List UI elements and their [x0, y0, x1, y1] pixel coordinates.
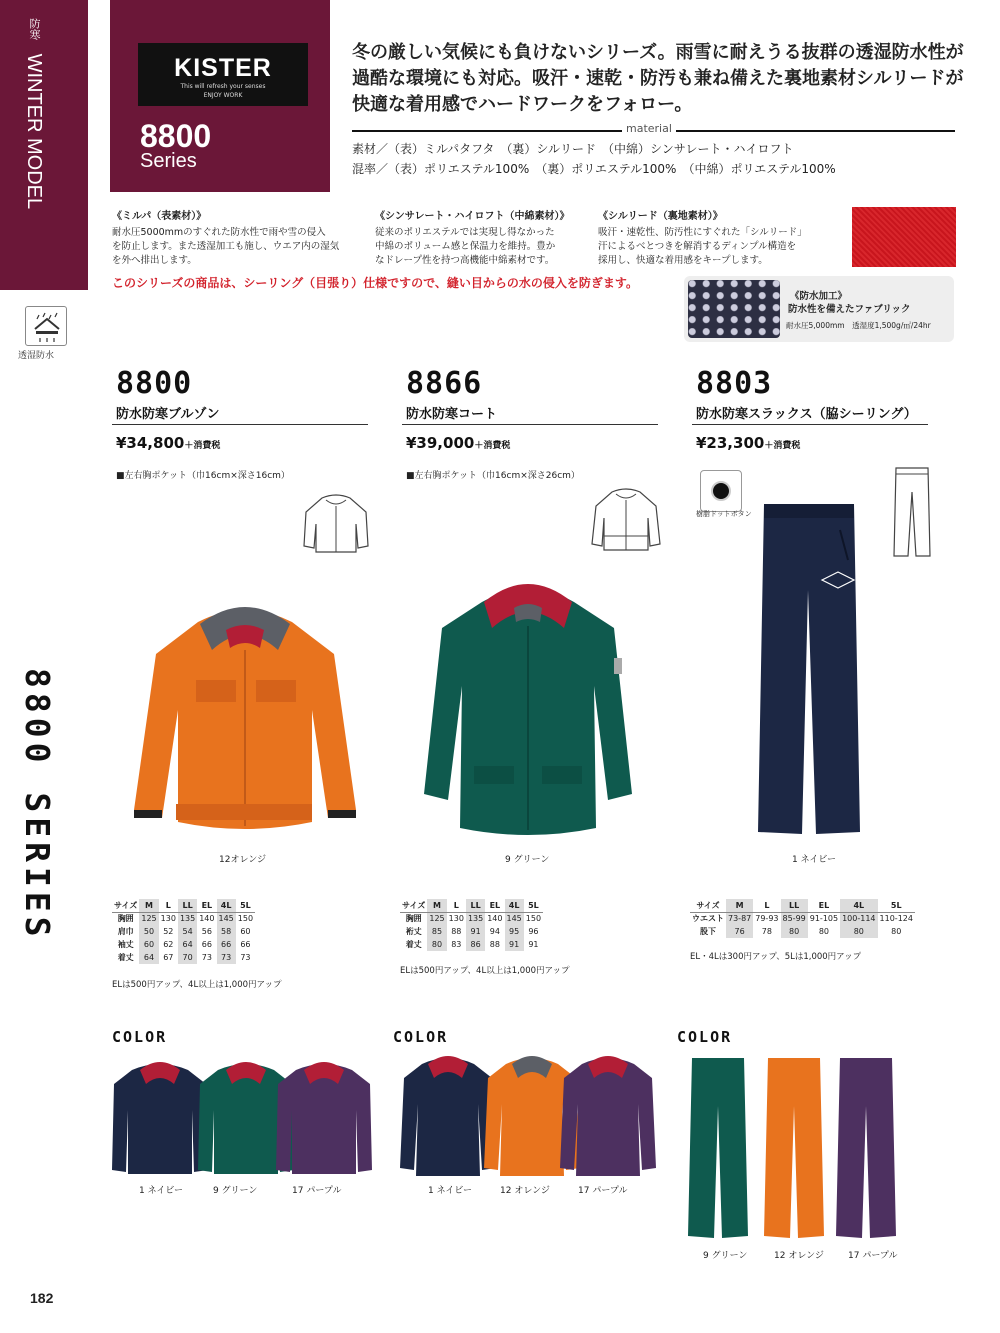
- headline-line: 過酷な環境にも対応。吸汗・速乾・防汚も兼ね備えた裏地素材シルリードが: [352, 68, 964, 89]
- size-cell: 88: [489, 940, 500, 949]
- material-desc-title: 《シルリード（裏地素材）》: [598, 211, 723, 222]
- slacks-purple: [836, 1058, 896, 1238]
- product-name: 防水防寒スラックス（脇シーリング）: [696, 407, 917, 422]
- size-cell: 100-114: [840, 912, 877, 925]
- material-desc-line: 汗によるべとつきを解消するディンプル構造を: [598, 241, 797, 252]
- size-row: [400, 925, 543, 938]
- size-cell: 145: [217, 912, 236, 925]
- size-cell: 50: [139, 925, 158, 938]
- coat-navy: [400, 1056, 496, 1176]
- material-desc-line: を防止します。また透湿加工も施し、ウエア内の湿気: [112, 241, 340, 252]
- size-cell: 80: [840, 925, 877, 938]
- size-col: 4L: [217, 899, 236, 912]
- product-code: 8800: [116, 366, 193, 401]
- size-table: [112, 899, 255, 964]
- size-cell: 73-87: [726, 912, 753, 925]
- color-variant-caption: 12 オレンジ: [774, 1251, 824, 1261]
- color-variant-caption: 1 ネイビー: [428, 1186, 473, 1196]
- slacks-line-drawing: [890, 462, 934, 558]
- material-composition: 素材／（表）ミルパタフタ （裏）シルリード （中綿）シンサレート・ハイロフト: [352, 142, 794, 156]
- size-cell: 91-105: [809, 914, 839, 924]
- material-label: material: [622, 122, 676, 135]
- size-cell: 79-93: [755, 914, 779, 924]
- color-variant-caption: 17 パープル: [848, 1251, 898, 1261]
- color-heading: COLOR: [393, 1028, 449, 1046]
- material-desc-body: [598, 226, 838, 268]
- button-swatch: [700, 470, 742, 512]
- size-note: ELは500円アップ、4L以上は1,000円アップ: [112, 980, 282, 990]
- size-col: 5L: [524, 899, 543, 912]
- series-word: Series: [140, 150, 197, 172]
- size-cell: 91: [466, 925, 485, 938]
- material-desc-line: 従来のポリエステルでは実現し得なかった: [375, 227, 555, 238]
- size-cell: 73: [240, 953, 251, 962]
- size-cell: 66: [201, 940, 212, 949]
- size-cell: 73: [201, 953, 212, 962]
- product-rule: [692, 424, 928, 425]
- slacks-orange: [764, 1058, 824, 1238]
- main-color-caption: 1 ネイビー: [792, 855, 837, 865]
- coat-line-drawing: [588, 486, 664, 554]
- size-cell: 80: [427, 938, 446, 951]
- color-variant-caption: 9 グリーン: [703, 1251, 748, 1261]
- price-tax: ＋消費税: [764, 441, 801, 451]
- waterproof-icon: [25, 306, 67, 346]
- material-desc-body: [375, 226, 585, 268]
- size-row: [690, 912, 915, 925]
- color-variant-caption: 12 オレンジ: [500, 1186, 550, 1196]
- price-value: ¥39,000: [406, 434, 475, 452]
- size-row-label: 袖丈: [117, 940, 134, 949]
- size-cell: 110-124: [879, 914, 913, 924]
- brand-name: KISTER: [174, 54, 272, 82]
- slacks-green: [688, 1058, 748, 1238]
- color-variant-caption: 17 パープル: [578, 1186, 628, 1196]
- size-cell: 130: [448, 914, 464, 924]
- product-code: 8803: [696, 366, 773, 401]
- material-desc-title: 《ミルパ（表素材）》: [112, 211, 207, 222]
- size-table: [400, 899, 543, 951]
- lining-fabric-swatch: [852, 207, 956, 267]
- size-cell: 56: [201, 927, 212, 936]
- size-cell: 64: [178, 938, 197, 951]
- size-cell: 140: [487, 914, 503, 924]
- size-table: [690, 899, 915, 938]
- brand-subtitle: ENJOY WORK: [203, 92, 243, 99]
- size-row-label: 股下: [700, 927, 716, 936]
- size-cell: 54: [178, 925, 197, 938]
- size-cell: 125: [139, 912, 158, 925]
- size-cell: 83: [451, 940, 462, 949]
- size-cell: 135: [178, 912, 197, 925]
- jacket-line-drawing: [300, 490, 372, 558]
- size-row: [112, 925, 255, 938]
- material-desc-line: を外へ排出します。: [112, 255, 197, 266]
- size-cell: 62: [163, 940, 174, 949]
- size-col: LL: [781, 899, 808, 912]
- headline-line: 冬の厳しい気候にも負けないシリーズ。雨雪に耐えうる抜群の透湿防水性が: [352, 42, 964, 63]
- size-col: 5L: [878, 899, 915, 912]
- size-cell: 91: [505, 938, 524, 951]
- waterproof-fabric-swatch: [688, 280, 780, 338]
- size-cell: 78: [761, 927, 772, 936]
- size-col: 5L: [236, 899, 255, 912]
- size-header: サイズ: [112, 899, 139, 912]
- size-cell: 52: [163, 927, 174, 936]
- size-col: 4L: [840, 899, 877, 912]
- coat-purple: [560, 1056, 656, 1176]
- size-row-label: 裄丈: [405, 927, 422, 936]
- size-cell: 94: [489, 927, 500, 936]
- size-cell: 135: [466, 912, 485, 925]
- color-variant-caption: 17 パープル: [292, 1186, 342, 1196]
- color-variant-caption: 9 グリーン: [213, 1186, 258, 1196]
- material-desc-line: 吸汗・速乾性、防汚性にすぐれた「シルリード」: [598, 227, 807, 238]
- size-row-label: ウエスト: [692, 914, 724, 924]
- size-cell: 85: [427, 925, 446, 938]
- waterproof-card-subtitle: 防水性を備えたファブリック: [788, 304, 911, 315]
- size-row-label: 肩巾: [117, 927, 134, 936]
- product-rule: [112, 424, 368, 425]
- waterproof-card-spec: 耐水圧5,000mm 透湿度1,500g/㎡/24hr: [786, 321, 931, 330]
- size-row: [690, 925, 915, 938]
- size-row-label: 着丈: [117, 953, 134, 962]
- material-desc-line: 採用し、快適な着用感をキープします。: [598, 255, 768, 266]
- size-cell: 150: [237, 914, 254, 924]
- size-cell: 76: [726, 925, 753, 938]
- size-cell: 130: [160, 914, 176, 924]
- sidebar-series-title: 8800 SERIES: [18, 668, 57, 942]
- headline-line: 快適な着用感でハードワークをフォロー。: [352, 94, 693, 115]
- size-cell: 60: [240, 927, 251, 936]
- material-desc-line: 耐水圧5000mmのすぐれた防水性で雨や雪の侵入: [112, 227, 326, 238]
- series-number: 8800: [140, 118, 212, 154]
- size-cell: 140: [199, 914, 215, 924]
- size-col: M: [726, 899, 753, 912]
- size-col: LL: [466, 899, 485, 912]
- blouson-navy: [112, 1062, 208, 1174]
- size-cell: 85-99: [781, 912, 808, 925]
- page-number: 182: [30, 1290, 54, 1306]
- size-col: LL: [178, 899, 197, 912]
- price-tax: ＋消費税: [184, 441, 221, 451]
- size-cell: 95: [505, 925, 524, 938]
- color-heading: COLOR: [112, 1028, 168, 1046]
- size-cell: 70: [178, 951, 197, 964]
- size-cell: 96: [528, 927, 539, 936]
- size-cell: 145: [505, 912, 524, 925]
- size-cell: 67: [163, 953, 174, 962]
- size-cell: 150: [525, 914, 542, 924]
- material-desc-body: [112, 226, 362, 268]
- button-label: 樹脂ドットボタン: [696, 510, 752, 518]
- product-name: 防水防寒ブルゾン: [116, 407, 220, 422]
- blouson-color-variants: [110, 1056, 374, 1180]
- size-row-label: 着丈: [405, 940, 422, 949]
- material-desc-2: [375, 207, 585, 268]
- size-row: [112, 938, 255, 951]
- product-price: [696, 434, 800, 452]
- material-desc-3: [598, 207, 838, 268]
- product-price: [116, 434, 220, 452]
- material-desc-1: [112, 207, 362, 268]
- size-cell: 60: [139, 938, 158, 951]
- pocket-spec: ■左右胸ポケット（巾16cm×深さ16cm）: [116, 471, 290, 481]
- main-color-caption: 12オレンジ: [219, 855, 267, 865]
- sidebar-category-en: WINTER MODEL: [23, 53, 45, 210]
- navy-slacks-image: [750, 500, 866, 840]
- main-color-caption: 9 グリーン: [505, 855, 550, 865]
- coat-color-variants: [400, 1050, 656, 1180]
- blouson-purple: [276, 1062, 372, 1174]
- sidebar-category: [22, 18, 45, 209]
- size-header: サイズ: [400, 899, 427, 912]
- size-cell: 80: [818, 927, 830, 936]
- brand-tagline: This will refresh your senses: [180, 83, 266, 90]
- material-desc-line: なドレープ性を持つ高機能中綿素材です。: [375, 255, 555, 266]
- sidebar-category-jp: 防寒: [28, 18, 40, 40]
- waterproof-card-title: 《防水加工》: [790, 291, 848, 302]
- size-row: [400, 938, 543, 951]
- price-tax: ＋消費税: [474, 441, 511, 451]
- size-note: EL・4Lは300円アップ、5Lは1,000円アップ: [690, 952, 862, 962]
- size-cell: 66: [240, 940, 251, 949]
- size-cell: 125: [427, 912, 446, 925]
- product-rule: [402, 424, 658, 425]
- size-row-label: 胸囲: [405, 914, 422, 924]
- size-note: ELは500円アップ、4L以上は1,000円アップ: [400, 966, 570, 976]
- size-cell: 64: [139, 951, 158, 964]
- price-value: ¥23,300: [696, 434, 765, 452]
- product-price: [406, 434, 510, 452]
- size-cell: 58: [217, 925, 236, 938]
- orange-blouson-image: [128, 590, 362, 854]
- color-heading: COLOR: [677, 1028, 733, 1046]
- size-cell: 80: [781, 925, 808, 938]
- resin-dot-button-icon: [711, 481, 731, 501]
- slacks-color-variants: [688, 1056, 900, 1240]
- size-col: EL: [485, 899, 504, 912]
- size-row: [112, 912, 255, 925]
- size-row: [400, 912, 543, 925]
- size-cell: 88: [451, 927, 462, 936]
- size-col: L: [159, 899, 178, 912]
- size-col: L: [753, 899, 780, 912]
- size-col: M: [139, 899, 158, 912]
- size-cell: 86: [466, 938, 485, 951]
- headline: [352, 40, 982, 118]
- size-cell: 91: [528, 940, 539, 949]
- size-col: 4L: [505, 899, 524, 912]
- sealing-warning: このシリーズの商品は、シーリング（目張り）仕様ですので、縫い目からの水の侵入を防ぎます。: [112, 276, 638, 290]
- size-cell: 73: [217, 951, 236, 964]
- size-col: L: [447, 899, 466, 912]
- material-desc-line: 中綿のボリューム感と保温力を維持。豊か: [375, 241, 556, 252]
- size-header: サイズ: [690, 899, 726, 912]
- pocket-spec: ■左右胸ポケット（巾16cm×深さ26cm）: [406, 471, 580, 481]
- size-row-label: 胸囲: [117, 914, 134, 924]
- size-col: M: [427, 899, 446, 912]
- size-cell: 66: [217, 938, 236, 951]
- size-row: [112, 951, 255, 964]
- product-code: 8866: [406, 366, 483, 401]
- size-col: EL: [197, 899, 216, 912]
- sidebar-band: [0, 0, 88, 290]
- size-col: EL: [808, 899, 840, 912]
- color-variant-caption: 1 ネイビー: [139, 1186, 184, 1196]
- waterproof-label: 透湿防水: [18, 351, 55, 361]
- size-cell: 80: [891, 927, 902, 936]
- material-blend: 混率／（表）ポリエステル100% （裏）ポリエステル100% （中綿）ポリエステル100%: [352, 162, 836, 176]
- price-value: ¥34,800: [116, 434, 185, 452]
- product-name: 防水防寒コート: [406, 407, 498, 422]
- green-coat-image: [418, 566, 638, 844]
- material-desc-title: 《シンサレート・ハイロフト（中綿素材）》: [375, 211, 570, 222]
